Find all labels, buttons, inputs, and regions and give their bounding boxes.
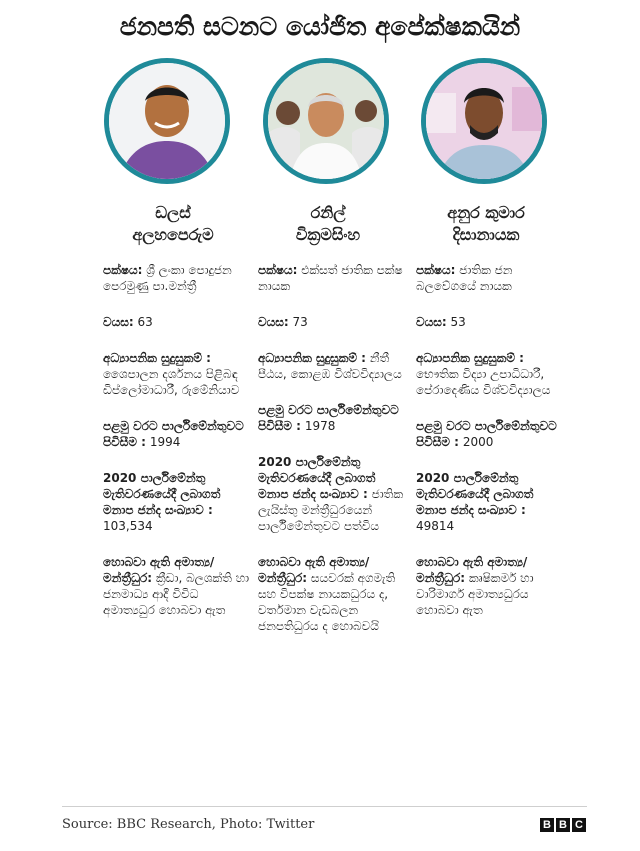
- portfolio-field: [416, 554, 566, 618]
- portfolio-value: ක්‍රීඩා, බලශක්ති හා ජනමාධ්‍ය ආදී විවිධ අමාත්‍යධුර හොබවා ඇත: [103, 571, 250, 617]
- first-entry-field: [258, 402, 408, 434]
- first-entry-value: 1978: [304, 419, 336, 433]
- candidate-name-line1: රනිල්: [310, 203, 346, 222]
- age-value: 73: [292, 315, 308, 329]
- bbc-logo-letter: C: [572, 818, 586, 832]
- portfolio-label: හොබවා ඇති අමාත්‍ය/මන්ත්‍රීධුර:: [103, 555, 215, 585]
- party-value: ශ්‍රී ලංකා පොදුජන පෙරමුණු පා.මන්ත්‍රී: [103, 263, 232, 293]
- candidate-name-line1: ඩලස්: [155, 203, 191, 222]
- votes-field: [258, 454, 408, 534]
- candidate-column-3: [416, 58, 566, 638]
- party-value: එක්සත් ජාතික පක්ෂ නායක: [258, 263, 403, 293]
- first-entry-label: පළමු වරට පාර්ලිමේන්තුවට පිවිසීම :: [258, 403, 399, 433]
- portfolio-label: හොබවා ඇති අමාත්‍ය/මන්ත්‍රීධුර:: [416, 555, 528, 585]
- first-entry-value: 1994: [149, 435, 181, 449]
- portfolio-label: හොබවා ඇති අමාත්‍ය/මන්ත්‍රීධුර:: [258, 555, 370, 585]
- party-field: [103, 262, 253, 294]
- bbc-logo-letter: B: [540, 818, 554, 832]
- candidate-photo-2: [263, 58, 389, 184]
- portfolio-field: [258, 554, 408, 634]
- education-value: ශෛපාලන දර්ශනය පිළිබඳ ඩිප්ලෝමාධාරී, රුමේනියාව: [103, 367, 240, 397]
- candidate-name-line1: අනුර කුමාර: [447, 203, 525, 222]
- page-title: ජනපති සටනට යෝජිත අපේක්ෂකයින්: [119, 12, 521, 41]
- age-field: [416, 314, 566, 330]
- age-value: 53: [450, 315, 466, 329]
- age-label: වයස:: [416, 315, 447, 329]
- education-value: භෞතික විද්‍යා උපාධිධාරී, පේරාදෙණිය විශ්වවිද්‍යාලය: [416, 367, 551, 397]
- bbc-logo-letter: B: [556, 818, 570, 832]
- party-field: [416, 262, 566, 294]
- party-value: ජාතික ජන බලවේගයේ නායක: [416, 263, 513, 293]
- votes-label: 2020 පාර්ලිමේන්තු මැතිවරණයේදී ලබාගත් මනාප ජන්ද සංඛ්‍යාව :: [103, 471, 221, 517]
- education-value: නීතී පීඨය, කොළඹ විශ්වවිද්‍යාලය: [258, 351, 402, 381]
- portfolio-value: කෘෂිකර්ම හා වාරිමාර්ග අමාත්‍යධුරය හොබවා ඇත: [416, 571, 534, 617]
- age-field: [258, 314, 408, 330]
- portfolio-field: [103, 554, 253, 618]
- votes-label: 2020 පාර්ලිමේන්තු මැතිවරණයේදී ලබාගත් මනාප ජන්ද සංඛ්‍යාව :: [258, 455, 376, 501]
- age-label: වයස:: [103, 315, 134, 329]
- first-entry-label: පළමු වරට පාර්ලිමේන්තුවට පිවිසීම :: [103, 419, 244, 449]
- candidate-photo-1: [104, 58, 230, 184]
- bbc-logo: [540, 818, 586, 832]
- education-label: අධ්‍යාපනික සුදුසුකම් :: [103, 351, 211, 365]
- education-field: [416, 350, 566, 398]
- candidate-column-2: [258, 58, 408, 654]
- source-caption: Source: BBC Research, Photo: Twitter: [62, 817, 315, 832]
- portfolio-value: සයවරක් අගමැති සහ විපක්ෂ නායකධුරය ද, වර්තමාන වැඩබලන ජනපතිධුරය ද හොබවයි: [258, 571, 396, 633]
- candidate-photo-3: [421, 58, 547, 184]
- party-label: පක්ෂය:: [416, 263, 456, 277]
- party-label: පක්ෂය:: [258, 263, 298, 277]
- votes-label: 2020 පාර්ලිමේන්තු මැතිවරණයේදී ලබාගත් මනාප ජන්ද සංඛ්‍යාව :: [416, 471, 534, 517]
- party-field: [258, 262, 408, 294]
- education-label: අධ්‍යාපනික සුදුසුකම් :: [416, 351, 524, 365]
- age-label: වයස:: [258, 315, 289, 329]
- education-field: [103, 350, 253, 398]
- votes-field: [416, 470, 566, 534]
- age-value: 63: [137, 315, 153, 329]
- first-entry-value: 2000: [462, 435, 494, 449]
- votes-value: 103,534: [103, 519, 153, 533]
- votes-value: ජාතික ලැයිස්තු මන්ත්‍රීධුරයෙන් පාර්ලිමේන්තුවට පත්විය: [258, 487, 404, 533]
- votes-value: 49814: [416, 519, 455, 533]
- votes-field: [103, 470, 253, 534]
- candidate-name-line2: අලහපෙරුම: [132, 225, 214, 244]
- candidate-name-line2: වික්‍රමසිංහ: [295, 225, 361, 244]
- age-field: [103, 314, 253, 330]
- footer-divider: [62, 806, 587, 807]
- education-field: [258, 350, 408, 382]
- education-label: අධ්‍යාපනික සුදුසුකම් :: [258, 351, 366, 365]
- first-entry-field: [103, 418, 253, 450]
- first-entry-label: පළමු වරට පාර්ලිමේන්තුවට පිවිසීම :: [416, 419, 557, 449]
- party-label: පක්ෂය:: [103, 263, 143, 277]
- first-entry-field: [416, 418, 566, 450]
- candidate-column-1: [103, 58, 253, 638]
- candidate-name-line2: දිසානායක: [452, 225, 520, 244]
